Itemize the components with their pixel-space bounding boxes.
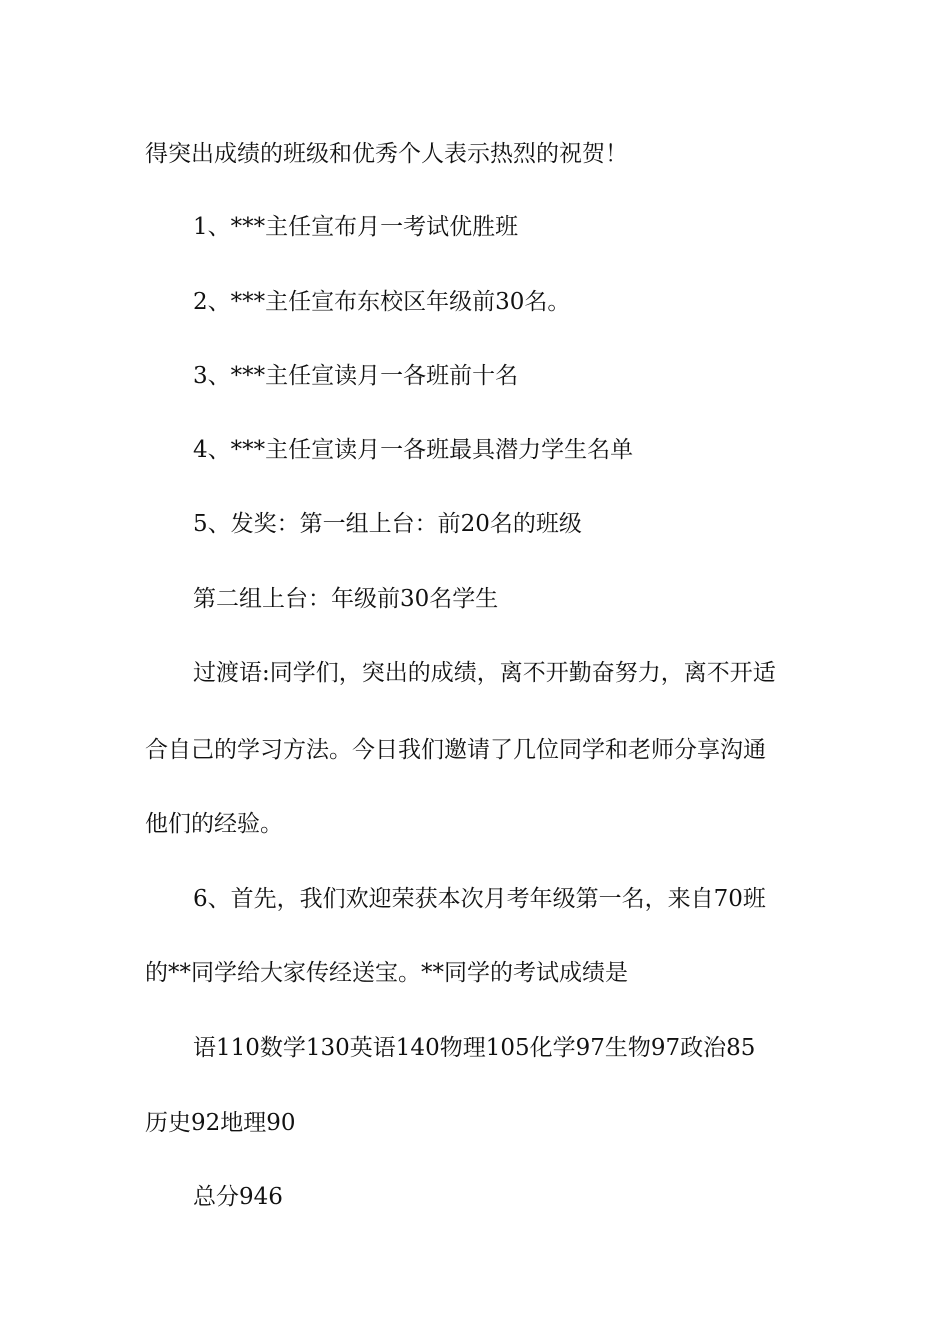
list-item-6-line-2: 的**同学给大家传经送宝。**同学的考试成绩是 — [145, 960, 628, 986]
list-item-3: 3、***主任宣读月一各班前十名 — [193, 363, 519, 389]
list-item-1: 1、***主任宣布月一考试优胜班 — [193, 214, 519, 240]
scores-line-2: 历史92地理90 — [145, 1110, 296, 1136]
list-item-4: 4、***主任宣读月一各班最具潜力学生名单 — [193, 437, 634, 463]
total-score: 总分946 — [193, 1184, 283, 1210]
transition-paragraph-line-3: 他们的经验。 — [145, 811, 283, 837]
paragraph-congratulations-continued: 得突出成绩的班级和优秀个人表示热烈的祝贺！ — [145, 141, 628, 167]
transition-paragraph-line-2: 合自己的学习方法。今日我们邀请了几位同学和老师分享沟通 — [145, 737, 766, 763]
list-item-6-line-1: 6、首先，我们欢迎荣获本次月考年级第一名，来自70班 — [193, 886, 766, 912]
list-item-2: 2、***主任宣布东校区年级前30名。 — [193, 289, 571, 315]
transition-paragraph-line-1: 过渡语:同学们，突出的成绩，离不开勤奋努力，离不开适 — [193, 660, 776, 686]
list-item-5: 5、发奖：第一组上台：前20名的班级 — [193, 511, 582, 537]
scores-line-1: 语110数学130英语140物理105化学97生物97政治85 — [193, 1035, 756, 1061]
list-item-5-group-2: 第二组上台：年级前30名学生 — [193, 586, 499, 612]
